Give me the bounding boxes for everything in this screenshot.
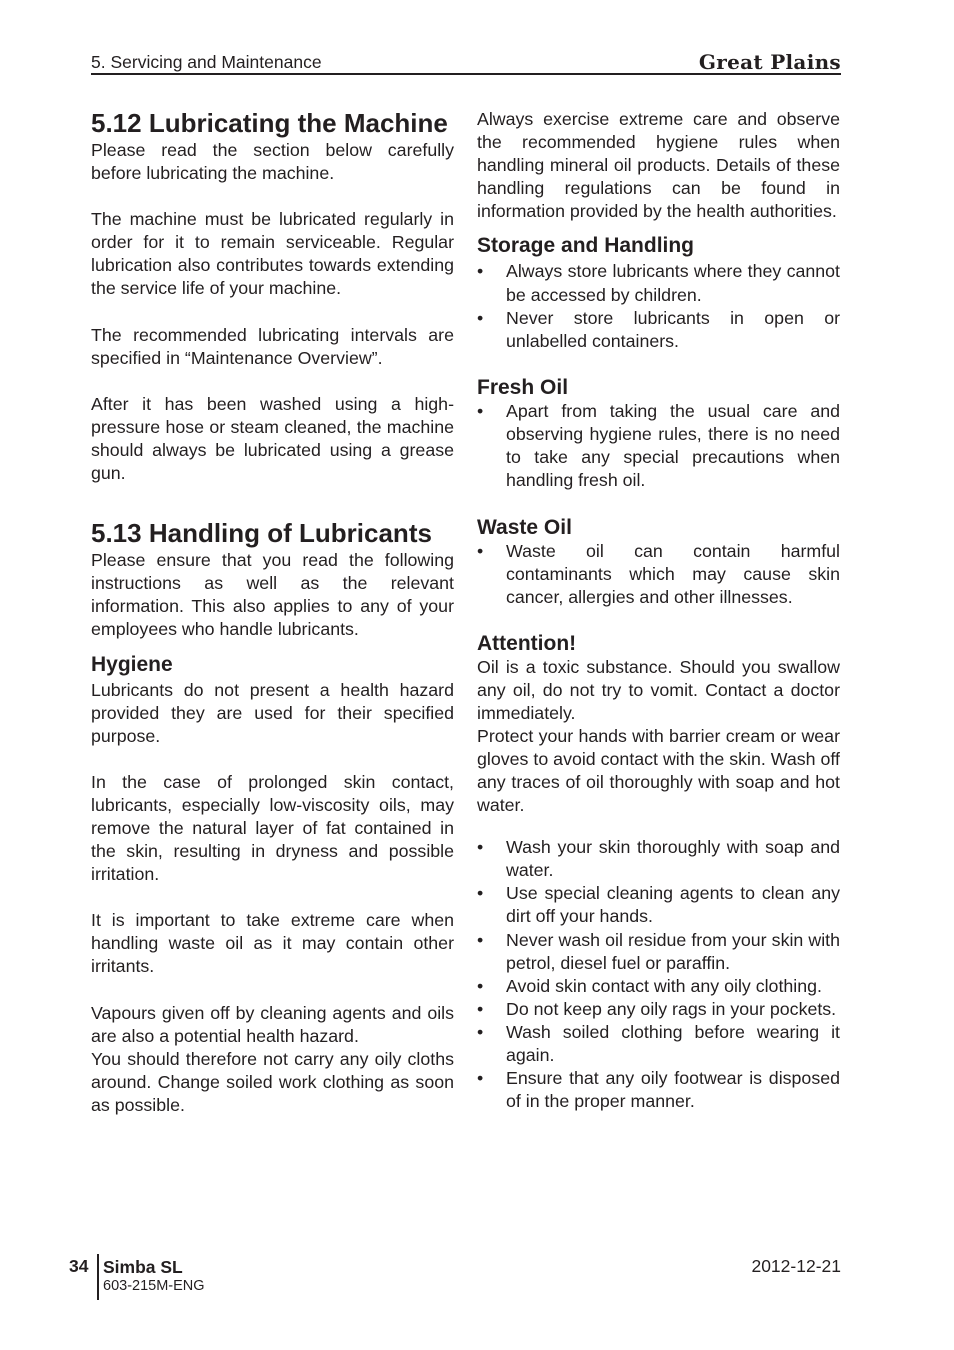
list-item [477, 929, 840, 975]
paragraph: The recommended lubricating intervals are specified in “Maintenance Overview”. [91, 324, 454, 368]
paragraph: The machine must be lubricated regularly in order for it to remain serviceable. Regular lubrication also contributes towards extending the service life of your machine. [91, 209, 454, 299]
list-item-text: Always store lubricants where they cannot be accessed by children. [506, 261, 840, 305]
attention-list [477, 836, 840, 1113]
list-item-text: Avoid skin contact with any oily clothing. [506, 975, 822, 996]
header-rule [91, 73, 841, 75]
paragraph: Lubricants do not present a health hazard provided they are used for their specified purpose. [91, 679, 454, 746]
section-title-5-12: 5.12 Lubricating the Machine [91, 108, 448, 138]
bullet-icon: • [477, 1021, 484, 1042]
footer-document-number: 603-215M-ENG [103, 1278, 205, 1294]
paragraph: After it has been washed using a high-pressure hose or steam cleaned, the machine should always be lubricated using a grease gun. [91, 393, 454, 484]
list-item [477, 1067, 840, 1113]
bullet-icon: • [477, 883, 484, 904]
bullet-icon: • [477, 261, 484, 282]
subheading-waste-oil: Waste Oil [477, 516, 572, 540]
list-item [477, 1021, 840, 1067]
paragraph: Always exercise extreme care and observe the recommended hygiene rules when handling mineral oil products. Details of these handling regulations can be found in information provided by the health authorities. [477, 109, 840, 222]
paragraph: In the case of prolonged skin contact, lubricants, especially low-viscosity oils, may remove the natural layer of fat contained in the skin, resulting in dryness and possible irritation. [91, 771, 454, 885]
bullet-icon: • [477, 975, 484, 996]
left-column [91, 108, 454, 1117]
bullet-icon: • [477, 1068, 484, 1089]
bullet-icon: • [477, 307, 484, 328]
paragraph: Please read the section below carefully before lubricating the machine. [91, 140, 454, 184]
list-item [477, 998, 840, 1021]
footer-model-name: Simba SL [103, 1257, 183, 1277]
bullet-icon: • [477, 541, 484, 562]
bullet-icon: • [477, 837, 484, 858]
subheading-hygiene: Hygiene [91, 652, 173, 676]
subheading-storage: Storage and Handling [477, 234, 695, 258]
list-item [477, 975, 840, 998]
section-title-5-13: 5.13 Handling of Lubricants [91, 518, 432, 549]
list-item-text: Wash your skin thoroughly with soap and water. [506, 837, 840, 881]
running-header-section: 5. Servicing and Maintenance [91, 52, 322, 72]
list-item-text: Waste oil can contain harmful contaminants which may cause skin cancer, allergies and other illnesses. [506, 541, 840, 608]
list-item [477, 540, 840, 609]
list-item-text: Do not keep any oily rags in your pockets. [506, 998, 837, 1019]
list-item-text: Apart from taking the usual care and observing hygiene rules, there is no need to take any special precautions when handling fresh oil. [506, 400, 840, 491]
list-item [477, 307, 840, 353]
list-item [477, 400, 840, 492]
paragraph: Please ensure that you read the following instructions as well as the relevant information. This also applies to any of your employees who handle lubricants. [91, 550, 454, 640]
list-item-text: Ensure that any oily footwear is disposed of in the proper manner. [506, 1068, 840, 1112]
bullet-icon: • [477, 929, 484, 950]
list-item-text: Use special cleaning agents to clean any dirt off your hands. [506, 883, 840, 927]
list-item-text: Never store lubricants in open or unlabelled containers. [506, 307, 840, 351]
subheading-attention: Attention! [477, 631, 577, 655]
paragraph: Protect your hands with barrier cream or wear gloves to avoid contact with the skin. Wash off any traces of oil thoroughly with soap and hot water. [477, 725, 840, 816]
right-column [477, 108, 840, 1113]
list-item [477, 836, 840, 882]
list-item-text: Wash soiled clothing before wearing it again. [506, 1021, 840, 1065]
list-item [477, 260, 840, 306]
paragraph: Vapours given off by cleaning agents and oils are also a potential health hazard. [91, 1002, 454, 1046]
paragraph: It is important to take extreme care when handling waste oil as it may contain other irritants. [91, 910, 454, 977]
bullet-icon: • [477, 400, 484, 421]
subheading-fresh-oil: Fresh Oil [477, 375, 569, 399]
list-item-text: Never wash oil residue from your skin with petrol, diesel fuel or paraffin. [506, 929, 840, 973]
paragraph: Oil is a toxic substance. Should you swallow any oil, do not try to vomit. Contact a doctor immediately. [477, 656, 840, 723]
bullet-icon: • [477, 998, 484, 1019]
paragraph: You should therefore not carry any oily cloths around. Change soiled work clothing as soon as possible. [91, 1048, 454, 1115]
list-item [477, 882, 840, 928]
fresh-oil-list [477, 400, 840, 492]
footer-divider [97, 1254, 99, 1300]
page-number: 34 [69, 1256, 89, 1276]
storage-list [477, 260, 840, 352]
waste-oil-list [477, 540, 840, 609]
footer-date: 2012-12-21 [751, 1256, 841, 1276]
brand-logo-text: Great Plains [698, 50, 841, 74]
